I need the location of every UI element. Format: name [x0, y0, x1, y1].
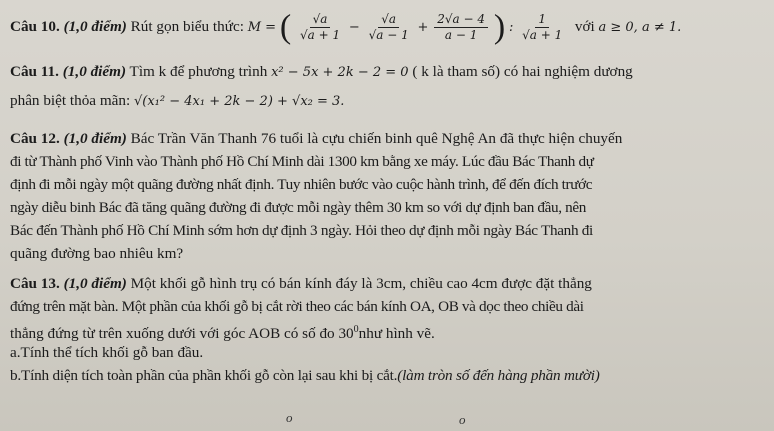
question-13-line-2: đứng trên mặt bàn. Một phần của khối gỗ bị cắt rời theo các bán kính OA, OB và dọc theo chiều dài	[10, 298, 584, 315]
equation: x² − 5x + 2k − 2 = 0	[271, 65, 409, 80]
question-label: Câu 13.	[10, 275, 60, 292]
question-text-3: phân biệt thỏa mãn:	[10, 92, 131, 109]
question-points: (1,0 điểm)	[63, 130, 127, 147]
question-label: Câu 12.	[10, 130, 60, 147]
close-paren: )	[493, 8, 506, 46]
question-12-line-2: đi từ Thành phố Vinh vào Thành phố Hồ Chí Minh dài 1300 km bằng xe máy. Lúc đầu Bác Thanh dự	[10, 153, 594, 170]
question-points: (1,0 điểm)	[62, 63, 127, 80]
open-paren: (	[279, 8, 292, 46]
degree-superscript: 0	[353, 324, 359, 335]
question-text: Một khối gỗ hình trụ có bán kính đáy là 3cm, chiều cao 4cm được đặt thẳng	[130, 275, 592, 292]
question-12-line-6: quãng đường bao nhiêu km?	[10, 245, 184, 262]
question-text-2: ( k là tham số) có hai nghiệm dương	[412, 63, 633, 80]
condition-label: với	[574, 17, 595, 35]
question-12-line-5: Bác đến Thành phố Hồ Chí Minh sớm hơn dự định 3 ngày. Hỏi theo dự định mỗi ngày Bác Thanh đi	[10, 222, 593, 239]
math-lhs: M =	[247, 19, 277, 35]
minus-sign: −	[348, 19, 360, 35]
rounding-note: (làm tròn số đến hàng phần mười)	[397, 367, 600, 384]
question-label: Câu 10.	[10, 17, 60, 35]
question-text: Bác Trần Văn Thanh 76 tuổi là cựu chiến binh quê Nghệ An đã thực hiện chuyến	[130, 130, 623, 147]
question-13-part-b: b.Tính diện tích toàn phần của phần khối gỗ còn lại sau khi bị cắt.(làm tròn số đến hàng phần mười)	[10, 367, 600, 384]
question-10	[10, 8, 682, 46]
fraction-3: $\frac{2√a - 4}{a - 1}$	[434, 12, 488, 43]
condition: a ≥ 0, a ≠ 1.	[598, 19, 682, 35]
question-text: Tìm k để phương trình	[129, 63, 268, 80]
fraction-2: $\frac{√a}{√a - 1}$	[368, 12, 409, 42]
figure-label: o	[459, 412, 466, 427]
question-12-line-4: ngày diễu binh Bác đã tăng quãng đường đi được mỗi ngày thêm 30 km so với dự định ban đầu, nên	[10, 199, 587, 216]
question-points: (1,0 điểm)	[63, 275, 127, 292]
fraction-4: $\frac{1}{√a + 1}$	[522, 12, 563, 42]
plus-sign: +	[417, 19, 429, 35]
question-13-part-a: a.Tính thể tích khối gỗ ban đầu.	[10, 344, 204, 361]
question-12-line-3: định đi mỗi ngày một quãng đường nhất định. Tuy nhiên bước vào cuộc hành trình, để đến đích trước	[10, 176, 593, 193]
fraction-1: $\frac{√a}{√a + 1}$	[300, 12, 341, 42]
question-text: Rút gọn biểu thức:	[130, 17, 244, 35]
question-11	[10, 62, 633, 83]
question-11-line-2	[10, 91, 344, 112]
condition-equation: √(x₁² − 4x₁ + 2k − 2) + √x₂ = 3.	[134, 94, 345, 109]
divide-sign: :	[508, 19, 514, 35]
question-12	[10, 129, 622, 149]
question-points: (1,0 điểm)	[63, 17, 127, 35]
question-label: Câu 11.	[10, 63, 59, 80]
question-13	[10, 274, 592, 294]
question-13-line-3: thẳng đứng từ trên xuống dưới với góc AOB có số đo $30^0như$ hình vẽ.	[10, 324, 435, 343]
figure-label: o	[286, 410, 293, 425]
